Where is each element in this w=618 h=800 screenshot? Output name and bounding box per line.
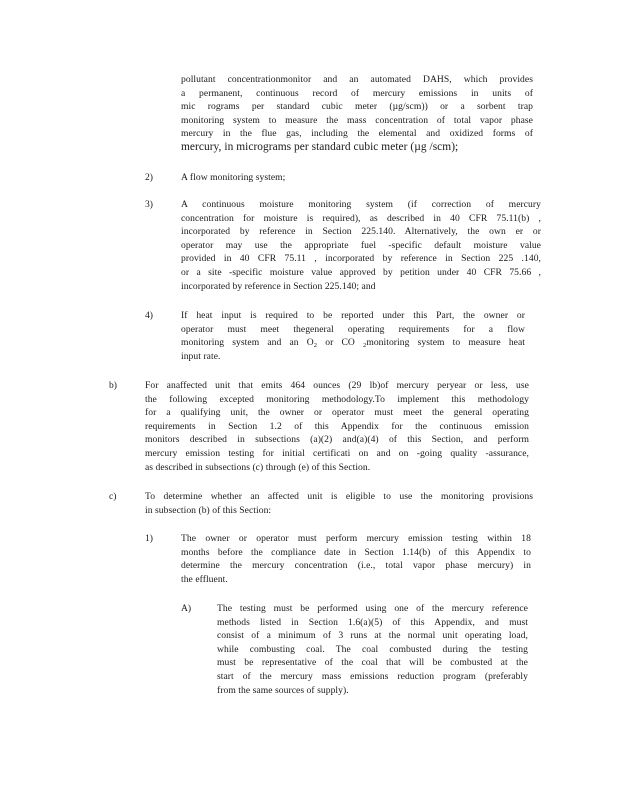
text-line: [181, 336, 525, 350]
section-b-text: [145, 379, 529, 474]
text-line: A flow monitoring system;: [181, 172, 286, 183]
text-line: operator may use the appropriate fuel -specific default moisture value: [181, 239, 541, 251]
item-3-label: 3): [145, 199, 153, 210]
item-4-label: 4): [145, 310, 153, 321]
item-3-text: [181, 198, 541, 293]
text-line: The owner or operator must perform mercury emission testing within 18: [181, 533, 531, 544]
text-line: provided in 40 CFR 75.11 , incorporated by reference in Section 225 .140,: [181, 253, 541, 265]
text-line: must be representative of the coal that will be combusted at the: [217, 657, 528, 669]
text-line: input rate.: [181, 350, 221, 362]
subscript: 2: [363, 342, 367, 350]
text-line: incorporated by reference in Section 225.140; and: [181, 280, 376, 292]
text-line: monitors described in subsections (a)(2) and(a)(4) of this Section, and perform: [145, 434, 529, 446]
text-line: mercury in the flue gas, including the elemental and oxidized forms of: [181, 128, 533, 140]
text-line: requirements in Section 1.2 of this Appendix for the continuous emission: [145, 420, 529, 432]
text-line: operator must meet thegeneral operating requirements for a flow: [181, 323, 525, 335]
text-line: For anaffected unit that emits 464 ounces (29 lb)of mercury peryear or less, use: [145, 380, 529, 391]
text-line: mercury emission testing for initial certificati on and on -going quality -assurance,: [145, 447, 529, 459]
text-line: while combusting coal. The coal combusted during the testing: [217, 643, 528, 655]
text-line: as described in subsections (c) through (e) of this Section.: [145, 461, 371, 473]
item-2-label: 2): [145, 172, 153, 183]
item-cA-label: A): [181, 603, 192, 614]
text-line: months before the compliance date in Section 1.14(b) of this Appendix to: [181, 546, 531, 558]
text-line: A continuous moisture monitoring system (if correction of mercury: [181, 199, 541, 210]
section-c-label: c): [109, 491, 117, 502]
text-line: the effluent.: [181, 573, 228, 585]
text-line: monitoring system to measure the mass concentration of total vapor phase: [181, 114, 533, 126]
item-c1-text: [181, 532, 531, 586]
text-fragment: or CO: [325, 337, 355, 349]
item-cA-text: [217, 602, 528, 697]
text-line: a permanent, continuous record of mercury emissions in units of: [181, 87, 533, 99]
text-line: consist of a minimum of 3 runs at the normal unit operating load,: [217, 630, 528, 642]
text-line: methods listed in Section 1.6(a)(5) of this Appendix, and must: [217, 616, 528, 628]
text-line: mic rograms per standard cubic meter (µg/scm)) or a sorbent trap: [181, 101, 533, 113]
text-line: from the same sources of supply).: [217, 684, 349, 696]
text-line: concentration for moisture is required), as described in 40 CFR 75.11(b) ,: [181, 212, 541, 224]
item-4-text: [181, 309, 525, 363]
text-line: pollutant concentrationmonitor and an automated DAHS, which provides: [181, 74, 533, 85]
text-line: incorporated by reference in Section 225.140. Alternatively, the own er or: [181, 226, 541, 238]
item-2-text: [181, 171, 533, 185]
text-line: mercury, in micrograms per standard cubic meter (µg /scm);: [181, 140, 459, 153]
text-line: in subsection (b) of this Section:: [145, 504, 272, 516]
text-line: determine the mercury concentration (i.e., total vapor phase mercury) in: [181, 560, 531, 572]
text-line: or a site -specific moisture value approved by petition under 40 CFR 75.66 ,: [181, 266, 541, 278]
text-line: for a qualifying unit, the owner or operator must meet the general operating: [145, 407, 529, 419]
text-fragment: monitoring system to measure heat: [366, 337, 526, 349]
text-line: The testing must be performed using one of the mercury reference: [217, 603, 528, 614]
text-line: If heat input is required to be reported under this Part, the owner or: [181, 310, 525, 321]
text-fragment: monitoring system and an O: [181, 337, 314, 349]
section-c-text: [145, 490, 533, 517]
text-line: start of the mercury mass emissions reduction program (preferably: [217, 670, 528, 682]
continuation-paragraph: [181, 73, 533, 155]
text-line: To determine whether an affected unit is eligible to use the monitoring provisions: [145, 491, 533, 502]
text-line: the following excepted monitoring methodology.To implement this methodology: [145, 393, 529, 405]
subscript: 2: [313, 342, 318, 350]
item-c1-label: 1): [145, 533, 153, 544]
section-b-label: b): [109, 380, 117, 391]
